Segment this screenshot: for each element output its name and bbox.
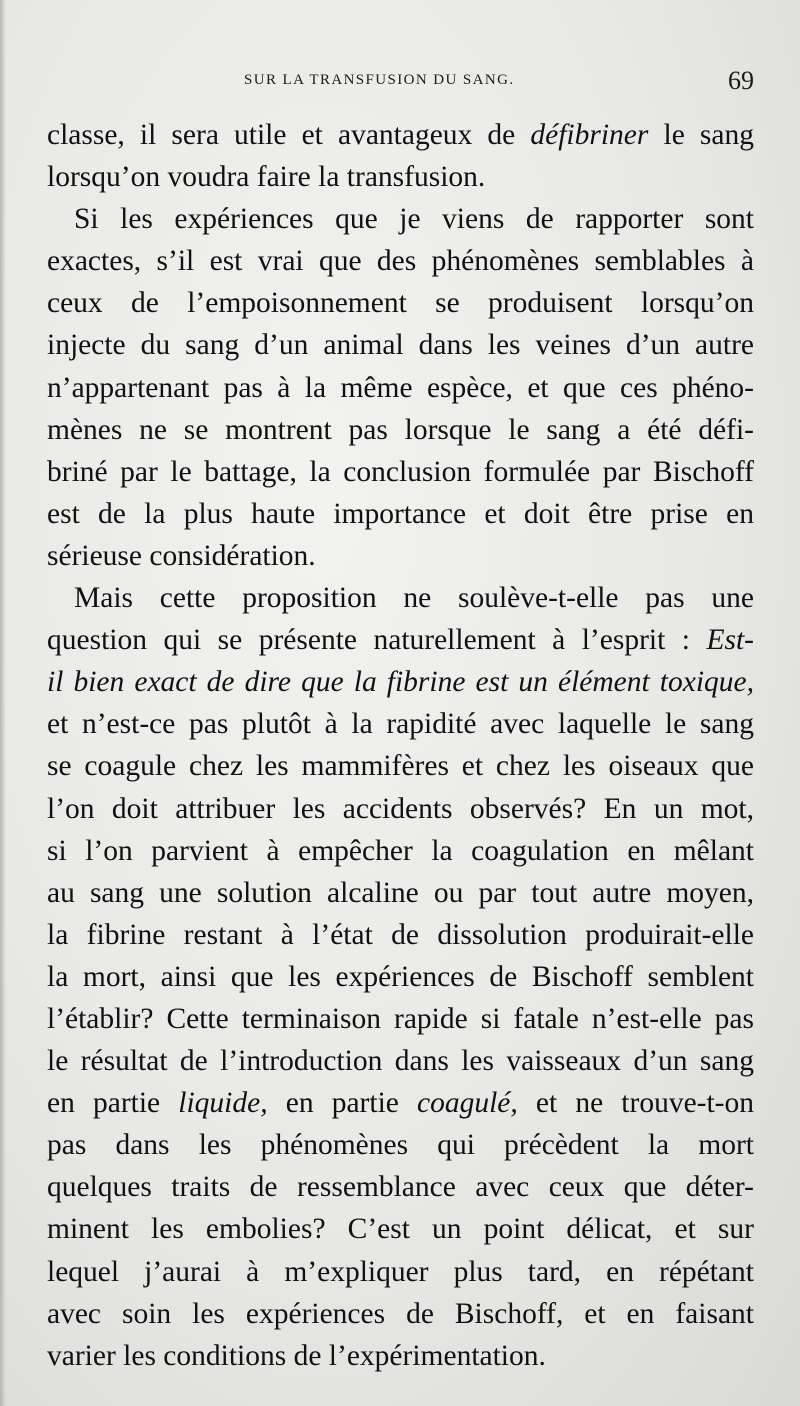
body-text (47, 114, 754, 1377)
text-line: n’appartenant pas à la même espèce, et que ces phéno- (47, 371, 754, 404)
text-line: est de la plus haute importance et doit être prise en (47, 497, 754, 530)
text-line: en partie liquide, en partie coagulé, et ne trouve-t-on (47, 1087, 755, 1120)
text-line: varier les conditions de l’expérimentation. (47, 1339, 546, 1372)
text-line: exactes, s’il est vrai que des phénomènes semblables à (47, 245, 754, 278)
text-line: il bien exact de dire que la fibrine est un élément toxique, (47, 666, 754, 699)
text-line: lequel j’aurai à m’expliquer plus tard, en répétant (47, 1255, 754, 1288)
text-line: pas dans les phénomènes qui précèdent la mort (47, 1129, 754, 1162)
text-line: sérieuse considération. (47, 539, 316, 572)
text-line: injecte du sang d’un animal dans les veines d’un autre (47, 329, 754, 362)
text-line: lorsqu’on voudra faire la transfusion. (47, 161, 486, 194)
text-line: au sang une solution alcaline ou par tout autre moyen, (47, 876, 754, 909)
text-line: se coagule chez les mammifères et chez les oiseaux que (47, 750, 754, 783)
text-line: l’établir? Cette terminaison rapide si fatale n’est-elle pas (47, 1002, 754, 1035)
page-number: 69 (728, 66, 754, 95)
text-line: et n’est-ce pas plutôt à la rapidité avec laquelle le sang (47, 708, 754, 741)
paragraph-first-line: Si les expériences que je viens de rapporter sont (74, 203, 754, 236)
text-line: classe, il sera utile et avantageux de défibriner le sang (47, 119, 754, 151)
paragraph-first-line: Mais cette proposition ne soulève-t-elle pas une (74, 582, 754, 615)
page-header (48, 66, 754, 104)
text-line: si l’on parvient à empêcher la coagulation en mêlant (47, 834, 754, 867)
text-line: minent les embolies? C’est un point délicat, et sur (47, 1213, 754, 1246)
running-head: SUR LA TRANSFUSION DU SANG. (244, 72, 515, 88)
text-line: ceux de l’empoisonnement se produisent lorsqu’on (47, 287, 754, 320)
text-line: le résultat de l’introduction dans les vaisseaux d’un sang (47, 1045, 754, 1078)
text-line: briné par le battage, la conclusion formulée par Bischoff (47, 455, 754, 488)
text-line: question qui se présente naturellement à l’esprit : Est- (47, 624, 754, 657)
text-line: quelques traits de ressemblance avec ceux que déter- (47, 1171, 754, 1204)
text-line: l’on doit attribuer les accidents observés? En un mot, (47, 792, 754, 825)
text-line: la mort, ainsi que les expériences de Bischoff semblent (47, 960, 754, 993)
text-line: la fibrine restant à l’état de dissolution produirait-elle (47, 918, 754, 951)
text-line: avec soin les expériences de Bischoff, et en faisant (47, 1297, 754, 1330)
text-line: mènes ne se montrent pas lorsque le sang a été défi- (47, 413, 754, 446)
